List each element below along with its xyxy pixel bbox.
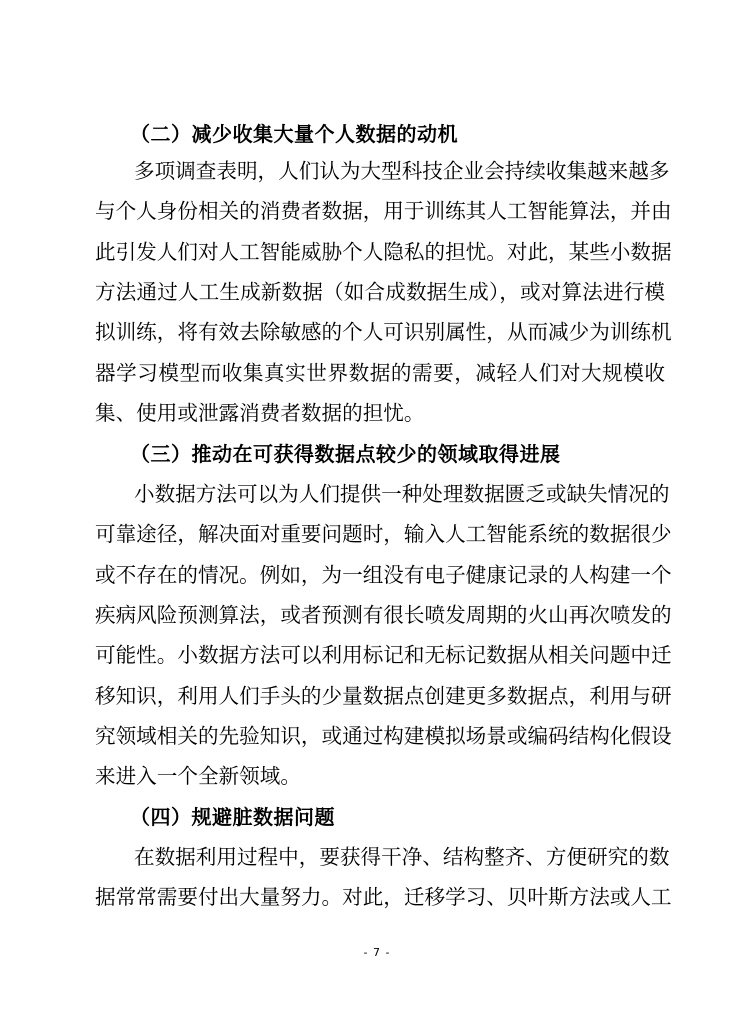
paragraph-line: 究领域相关的先验知识，或通过构建模拟场景或编码结构化假设 [95, 724, 672, 748]
paragraph-line: 与个人身份相关的消费者数据，用于训练其人工智能算法，并由 [95, 199, 672, 223]
paragraph-line: 集、使用或泄露消费者数据的担忧。 [95, 401, 425, 425]
section-heading: （三）推动在可获得数据点较少的领域取得进展 [130, 442, 561, 466]
paragraph-line: 在数据利用过程中，要获得干净、结构整齐、方便研究的数 [134, 845, 670, 869]
paragraph-line: 小数据方法可以为人们提供一种处理数据匮乏或缺失情况的 [134, 482, 670, 506]
paragraph-line: 多项调查表明，人们认为大型科技企业会持续收集越来越多 [134, 159, 670, 183]
paragraph-line: 器学习模型而收集真实世界数据的需要，减轻人们对大规模收 [95, 361, 665, 385]
paragraph-line: 此引发人们对人工智能威胁个人隐私的担忧。对此，某些小数据 [95, 240, 672, 264]
paragraph-line: 可靠途径，解决面对重要问题时，输入人工智能系统的数据很少 [95, 522, 672, 546]
paragraph-line: 来进入一个全新领域。 [95, 764, 301, 788]
paragraph-line: 移知识，利用人们手头的少量数据点创建更多数据点，利用与研 [95, 684, 672, 708]
paragraph-line: 或不存在的情况。例如，为一组没有电子健康记录的人构建一个 [95, 563, 672, 587]
page-number: - 7 - [363, 946, 391, 959]
paragraph-line: 疾病风险预测算法，或者预测有很长喷发周期的火山再次喷发的 [95, 603, 672, 627]
paragraph-line: 方法通过人工生成新数据（如合成数据生成），或对算法进行模 [95, 280, 665, 304]
section-heading: （二）减少收集大量个人数据的动机 [130, 122, 458, 146]
paragraph-line: 可能性。小数据方法可以利用标记和无标记数据从相关问题中迁 [95, 643, 672, 667]
paragraph-line: 拟训练，将有效去除敏感的个人可识别属性，从而减少为训练机 [95, 320, 672, 344]
paragraph-line: 据常常需要付出大量努力。对此，迁移学习、贝叶斯方法或人工 [95, 885, 672, 909]
section-heading: （四）规避脏数据问题 [130, 805, 335, 829]
